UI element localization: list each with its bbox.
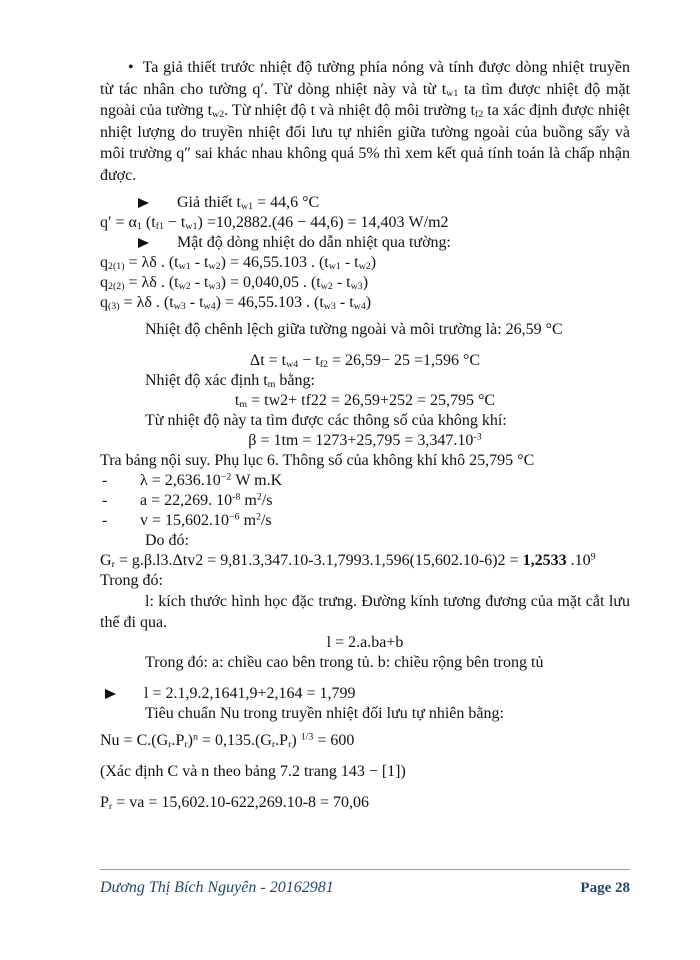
text-line: l: kích thước hình học đặc trưng. Đường kính tương đương của mặt cắt lưu thể đi qua. bbox=[100, 593, 630, 631]
blank-line bbox=[100, 186, 630, 193]
blank-line bbox=[100, 673, 630, 684]
text-line: $\Delta t = t_{w4} - t_{f2} = 26,59- 25 =1,596$ °C bbox=[249, 352, 481, 370]
text-line: $G_r = g.\beta.l3.\Delta tv2 = 9,81.3,347.10-3.1,7993.1,596(15,602.10-6)2 = 1,2533$ $.10^9$ bbox=[100, 551, 596, 570]
text-line: • Ta giả thiết trước nhiệt độ tường phía nóng và tính được dòng nhiệt truyền từ tác nhân cho tường q′. Từ dòng nhiệt này và từ $t_{w1}$ ta tìm được nhiệt độ mặt ngoài của tường $t_{w2}$. Từ nhiệt độ t và nhiệt độ môi trường $t_{f2}$ ta xác định được nhiệt nhiệt lượng do truyền nhiệt đối lưu tự nhiên giữa tường ngoài của buồng sấy và môi trường q″ sai khác nhau không quá 5% thì xem kết quả tính toán là chấp nhận được. bbox=[100, 59, 631, 184]
text-line: $q_{2(1)} = \lambda\delta$ . $(t_{w1} - t_{w2}) = 46,55.103$ . $(t_{w1} - t_{w2})$ bbox=[100, 254, 377, 272]
text-line: $q' = \alpha_1$ $(t_{f1} - t_{w1}) =10,2882.(46 - 44,6) = 14,403$ W/m2 bbox=[100, 214, 449, 232]
text-line: $P_r$ = va = 15,602.10-622,269.10-8 = 70,06 bbox=[100, 794, 370, 812]
text-line bbox=[100, 233, 630, 253]
arrow-right-triangle-icon bbox=[138, 238, 149, 248]
text-line: Tra bảng nội suy. Phụ lục 6. Thông số của không khí khô 25,795 °C bbox=[100, 452, 535, 469]
arrow-right-triangle-icon bbox=[138, 198, 149, 208]
arrow-right-triangle-icon bbox=[105, 689, 116, 699]
blank-line bbox=[100, 313, 630, 320]
text-line: $t_m = tw2+ tf22 = 26,59+252 = 25,795$ °C bbox=[234, 392, 496, 410]
document-lines bbox=[100, 57, 630, 813]
text-line: Trong đó: bbox=[100, 572, 163, 589]
text-line: $q_{(3)} = \lambda\delta$ . $(t_{w3} - t_{w4}) = 46,55.103$ . $(t_{w3} - t_{w4})$ bbox=[100, 294, 372, 312]
footer-page-number: Page 28 bbox=[580, 880, 630, 896]
text-line: - $\lambda = 2,636.10^{-2}$ W m.K bbox=[100, 471, 630, 491]
blank-line bbox=[100, 724, 630, 731]
text-line: Nhiệt độ xác định $t_m$ bằng: bbox=[145, 372, 315, 390]
text-line: - a = 22,269. $10^{-8}$ $m^2/s$ bbox=[100, 491, 630, 511]
text-line: $Nu = C.(G_r.P_r)^n = 0,135.(G_r.P_r) ^{1/3} = 600$ bbox=[100, 731, 355, 750]
text-line: Nhiệt độ chênh lệch giữa tường ngoài và môi trường là: 26,59 °C bbox=[145, 321, 563, 338]
footer-author: Dương Thị Bích Nguyên - 20162981 bbox=[100, 879, 334, 896]
text-line bbox=[100, 684, 630, 704]
text-line: (Xác định C và n theo bảng 7.2 trang 143 − [1]) bbox=[100, 763, 406, 780]
text-line: Từ nhiệt độ này ta tìm được các thông số của không khí: bbox=[145, 412, 507, 429]
text-line: - $v = 15,602.10^{-6}$ $m^2/s$ bbox=[100, 511, 630, 531]
blank-line bbox=[100, 340, 630, 351]
text-line bbox=[100, 193, 630, 213]
blank-line bbox=[100, 751, 630, 762]
bullet-icon: • bbox=[128, 59, 134, 76]
arrow-item-text: Giả thiết $t_{w1} = 44,6$ °C bbox=[177, 194, 320, 212]
text-line: l = 2.a.ba+b bbox=[326, 634, 404, 651]
text-line: $q_{2(2)} = \lambda\delta$ . $(t_{w2} - t_{w3}) = 0,040,05$ . $(t_{w2} - t_{w3})$ bbox=[100, 274, 369, 292]
text-line: Trong đó: a: chiều cao bên trong tủ. b: chiều rộng bên trong tủ bbox=[145, 654, 544, 671]
arrow-item-text: l = 2.1,9.2,1641,9+2,164 = 1,799 bbox=[144, 685, 356, 702]
text-line: Tiêu chuẩn Nu trong truyền nhiệt đối lưu tự nhiên bằng: bbox=[145, 705, 504, 722]
arrow-item-text: Mật độ dòng nhiệt do dẫn nhiệt qua tường: bbox=[177, 234, 451, 251]
blank-line bbox=[100, 782, 630, 793]
text-line: Do đó: bbox=[145, 532, 189, 549]
text-line: $\beta = 1tm = 1273+25,795 = 3,347.10^{-3}$ bbox=[248, 431, 482, 449]
page-footer bbox=[100, 869, 630, 897]
